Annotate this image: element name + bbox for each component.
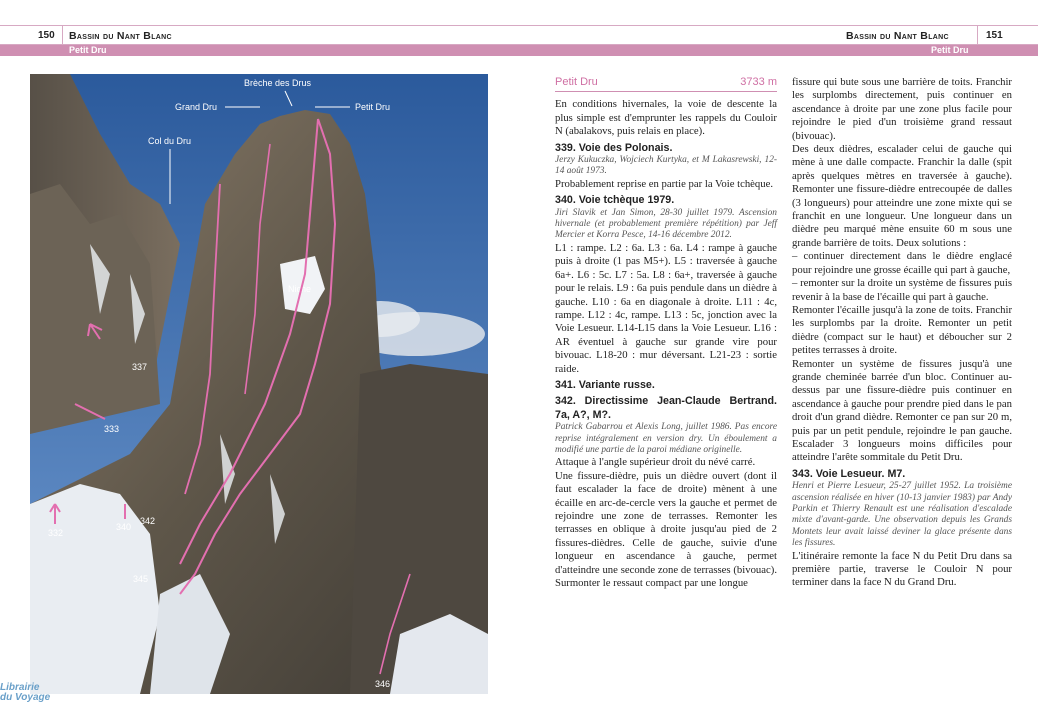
section-name: Petit Dru [555,76,598,88]
route-340-title: 340. Voie tchèque 1979. [555,194,675,207]
watermark-logo: Librairie du Voyage [0,682,51,703]
route-339-credit: Jerzy Kukuczka, Wojciech Kurtyka, et M Lakasrewski, 12-14 août 1973. [555,155,777,177]
left-running-title: Bassin du Nant Blanc [69,30,172,42]
col2-paragraph-2: Des deux dièdres, escalader celui de gauche qui mène à une dalle compacte. Franchir la dalle (spit après quelques mètres en traversée à gauche). Remonter une fissure-dièdre entrecoupée de dalles (3 longueurs) pour atteindre une zone mixte qui se franchit en une longueur. Une longueur dans un dièdre peu marqué mène ensuite 60 m sous une grande barrière de toits. Deux solutions : [792,143,1012,249]
route-marker-346: 346 [375,679,391,689]
col2-paragraph-1: fissure qui bute sous une barrière de toits. Franchir les surplombs directement, puis continuer en ascendance à droite par une zone plus facile pour rejoindre le pied d'un troisième grand ressaut (bivouac). [792,76,1012,142]
label-breche-des-drus: Brèche des Drus [244,78,312,88]
route-marker-332: 332 [48,528,64,538]
route-342-text-2: Une fissure-dièdre, puis un dièdre ouvert (dont il faut escalader la face de droite) mènent à une écaille en arc-de-cercle vers la gauche et permet de rejoindre une zone de terrasses. Remonter les terrasses en oblique à droite jusqu'au pied de 2 fissures-dièdres. Celle de gauche, suivie d'une longueur en ascendance à gauche, permet d'atteindre une seconde zone de terrasses (bivouac). Surmonter le ressaut compact par une longue [555,469,777,590]
intro-paragraph: En conditions hivernales, la voie de descente la plus simple est d'emprunter les rappels du Couloir N (abalakovs, puis relais en place). [555,98,777,138]
col2-paragraph-3: – continuer directement dans le dièdre englacé pour rejoindre une grosse écaille qui part à gauche, [792,250,1012,276]
header-separator-right [977,25,978,45]
route-photo [30,74,488,694]
label-petit-dru: Petit Dru [355,102,391,112]
route-marker-333: 333 [104,424,120,434]
text-column-2 [792,76,1012,590]
route-339-title: 339. Voie des Polonais. [555,141,673,154]
section-heading [555,76,777,92]
route-marker-340: 340 [116,522,132,532]
route-341-title: 341. Variante russe. [555,378,655,391]
right-subtitle: Petit Dru [931,45,969,55]
col2-paragraph-6: Remonter un système de fissures jusqu'à une grande cheminée barrée d'un bloc. Continuer au-dessus par une fissure-dièdre puis continuer en ascendance à gauche pour prendre pied dans le pan droit d'un grand dièdre. Remonter ce pan sur 20 m, puis par un petit pendule, rejoindre le pan gauche. Escalader 3 longueurs moins difficiles pour atteindre l'arête sommitale du Petit Dru. [792,357,1012,464]
route-342-text-1: Attaque à l'angle supérieur droit du névé carré. [555,456,756,469]
right-page-number: 151 [986,30,1003,41]
route-343-credit: Henri et Pierre Lesueur, 25-27 juillet 1952. La troisième ascension réalisée en hiver (10-13 janvier 1983) par Andy Parkin et Thierry Renault est une réalisation d'escalade mixte d'avant-garde. Une observation depuis les Grands Montets leur avait laissé deviner la glace présente dans les fissures. [792,481,1012,549]
label-niche: Niche [288,284,312,294]
header-rule-top [0,25,1038,26]
route-marker-345: 345 [133,574,149,584]
route-marker-342: 342 [140,516,156,526]
route-342-credit: Patrick Gabarrou et Alexis Long, juillet 1986. Pas encore reprise intégralement en version dry. Un éboulement a modifié une partie de la paroi médiane originelle. [555,422,777,455]
route-342-title: 342. Directissime Jean-Claude Bertrand. 7a, A?, M?. [555,395,777,421]
right-running-title: Bassin du Nant Blanc [846,30,949,42]
subtitle-band [0,45,1038,56]
header-separator-left [62,25,63,45]
route-340-text: L1 : rampe. L2 : 6a. L3 : 6a. L4 : rampe à gauche puis à droite (1 pas M5+). L5 : traversée à gauche 6a+. L6 : 5c. L7 : 5a. L8 : 6a+, traversée à gauche pour le relais. L9 : 6a puis pendule dans un dièdre à gauche. L10 : 6a en diagonale à droite. L11 : 4c, rampe. L12 : 4c, rampe. L13 : 5c, jonction avec la Voie Lesueur. L14-L15 dans la Voie Lesueur. L16 : AR éventuel à gauche sur grande vire pour bivouac. L18-20 : mur déversant. L21-23 : sortie raide. [555,241,777,375]
left-subtitle: Petit Dru [69,45,107,55]
text-column-1 [555,76,777,590]
mountain-illustration [30,74,488,694]
label-col-du-dru: Col du Dru [148,136,192,146]
label-grand-dru: Grand Dru [175,102,218,112]
route-339-text: Probablement reprise en partie par la Voie tchèque. [555,177,774,190]
route-marker-337: 337 [132,362,148,372]
route-343-text: L'itinéraire remonte la face N du Petit Dru dans sa première partie, traverse le Couloir N pour terminer dans la face N du Grand Dru. [792,549,1012,589]
route-340-credit: Jiri Slavik et Jan Simon, 28-30 juillet 1979. Ascension hivernale (et probablement première répétition) par Jeff Mercier et Korra Pesce, 14-16 décembre 2012. [555,207,777,241]
route-343-title: 343. Voie Lesueur. M7. [792,467,906,480]
col2-paragraph-4: – remonter sur la droite un système de fissures puis revenir à la base de l'écaille qui part à gauche. [792,277,1012,303]
left-page-number: 150 [38,30,55,41]
section-altitude: 3733 m [740,76,777,88]
col2-paragraph-5: Remonter l'écaille jusqu'à la zone de toits. Franchir les surplombs par la droite. Remonter un petit dièdre (compact sur le haut) et déboucher sur 2 petites terrasses à droite. [792,303,1012,357]
